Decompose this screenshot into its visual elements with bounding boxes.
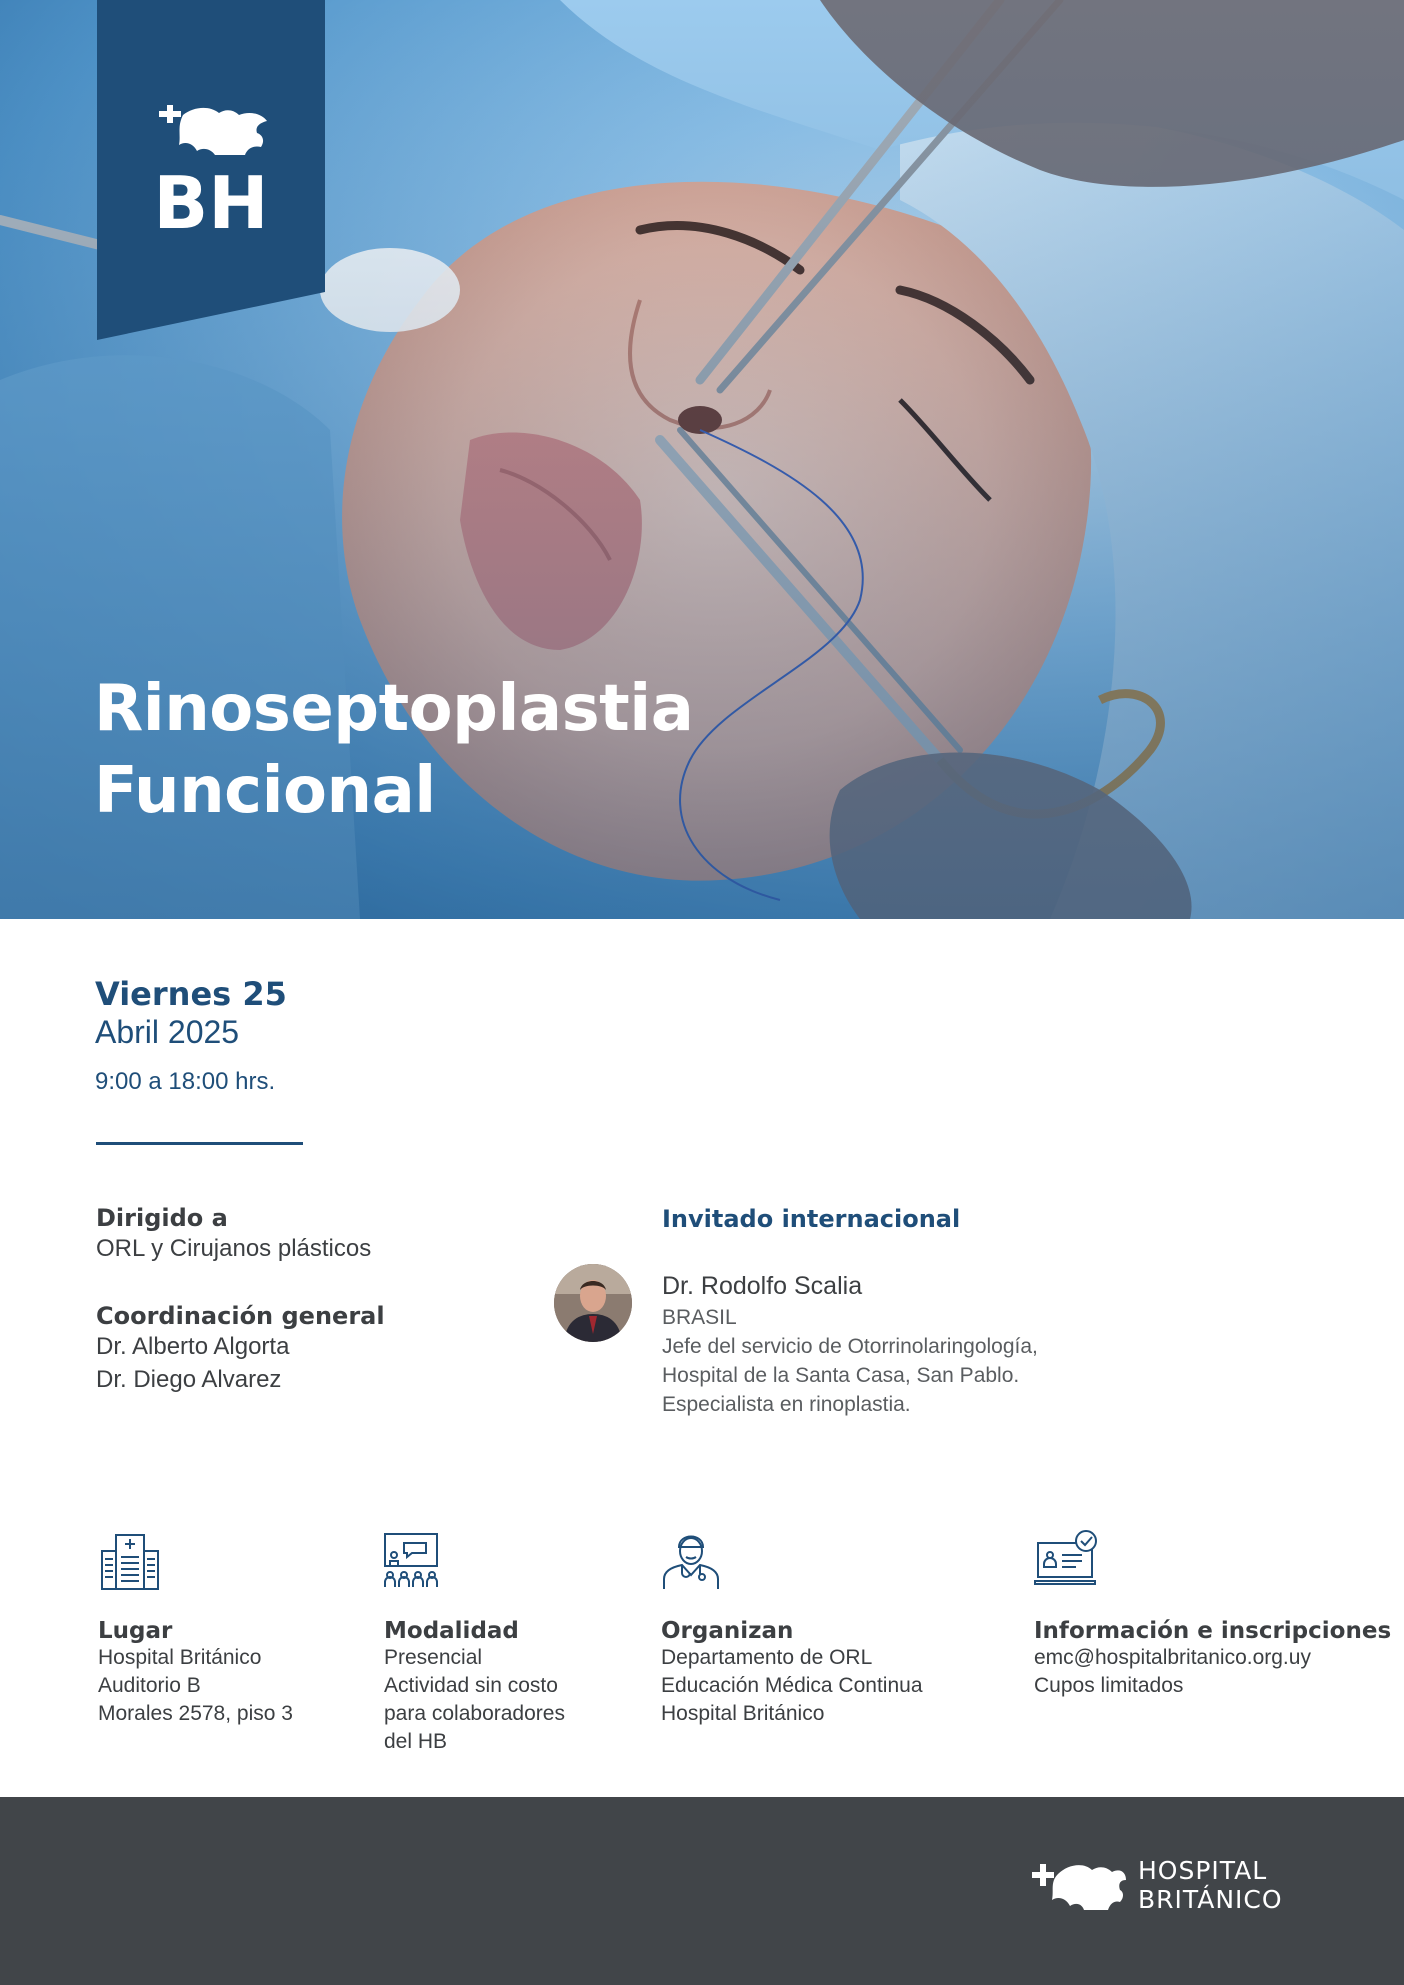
info-column-line: Cupos limitados: [1034, 1674, 1184, 1697]
guest-details: [662, 1303, 1038, 1419]
title-line-2: Funcional: [94, 754, 436, 828]
guest-portrait: [554, 1264, 632, 1342]
page-title: [94, 668, 693, 832]
info-column-organizan: [661, 1618, 923, 1728]
coordination-label: Coordinación general: [96, 1302, 385, 1330]
footer-logo-line: HOSPITAL: [1138, 1856, 1268, 1885]
audience-value: ORL y Cirujanos plásticos: [96, 1235, 372, 1262]
presentation-audience-icon: [382, 1531, 440, 1591]
event-day: Viernes 25: [95, 975, 287, 1013]
audience-label: Dirigido a: [96, 1204, 228, 1232]
info-column-line: Educación Médica Continua: [661, 1674, 923, 1697]
info-column-title: Lugar: [98, 1618, 173, 1644]
info-column-inscripciones: [1034, 1618, 1391, 1700]
title-line-1: Rinoseptoplastia: [94, 672, 694, 746]
guest-detail-line: Especialista en rinoplastia.: [662, 1393, 911, 1416]
bh-logo-banner: [97, 0, 325, 340]
bh-logo-initials: BH: [153, 161, 269, 245]
info-column-line: Hospital Británico: [98, 1646, 262, 1669]
contact-email[interactable]: emc@hospitalbritanico.org.uy: [1034, 1646, 1311, 1669]
info-column-line: Hospital Británico: [661, 1702, 825, 1725]
hospital-building-icon: [100, 1531, 160, 1591]
info-column-line: del HB: [384, 1730, 448, 1753]
coordinator-name: Dr. Alberto Algorta: [96, 1333, 290, 1360]
coordination-block: [96, 1302, 385, 1396]
info-column-line: Presencial: [384, 1646, 483, 1669]
info-column-line: Auditorio B: [98, 1674, 201, 1697]
info-column-title: Información e inscripciones: [1034, 1618, 1392, 1644]
hero-banner: [0, 0, 1404, 919]
guest-heading: Invitado internacional: [662, 1205, 961, 1233]
coordinator-name: Dr. Diego Alvarez: [96, 1366, 282, 1393]
section-divider: [96, 1142, 303, 1145]
guest-avatar: [554, 1264, 632, 1342]
registration-laptop-icon: [1034, 1529, 1100, 1589]
info-column-lugar: [98, 1618, 293, 1728]
info-column-modalidad: [384, 1618, 565, 1756]
info-column-title: Organizan: [661, 1618, 794, 1644]
info-column-title: Modalidad: [384, 1618, 519, 1644]
audience-block: [96, 1204, 371, 1265]
footer-logo-line: BRITÁNICO: [1138, 1885, 1283, 1914]
footer-logo: [1138, 1856, 1283, 1914]
guest-name: Dr. Rodolfo Scalia: [662, 1272, 863, 1300]
info-column-line: Actividad sin costo: [384, 1674, 558, 1697]
guest-detail-line: Jefe del servicio de Otorrinolaringología,: [662, 1335, 1038, 1358]
guest-country: BRASIL: [662, 1306, 737, 1329]
guest-detail-line: Hospital de la Santa Casa, San Pablo.: [662, 1364, 1020, 1387]
info-column-line: Morales 2578, piso 3: [98, 1702, 293, 1725]
info-column-line: para colaboradores: [384, 1702, 565, 1725]
lion-crest-icon: [1030, 1860, 1128, 1912]
doctor-icon: [660, 1529, 722, 1591]
info-column-line: Departamento de ORL: [661, 1646, 873, 1669]
event-time: 9:00 a 18:00 hrs.: [95, 1068, 276, 1095]
event-month-year: Abril 2025: [95, 1014, 240, 1050]
